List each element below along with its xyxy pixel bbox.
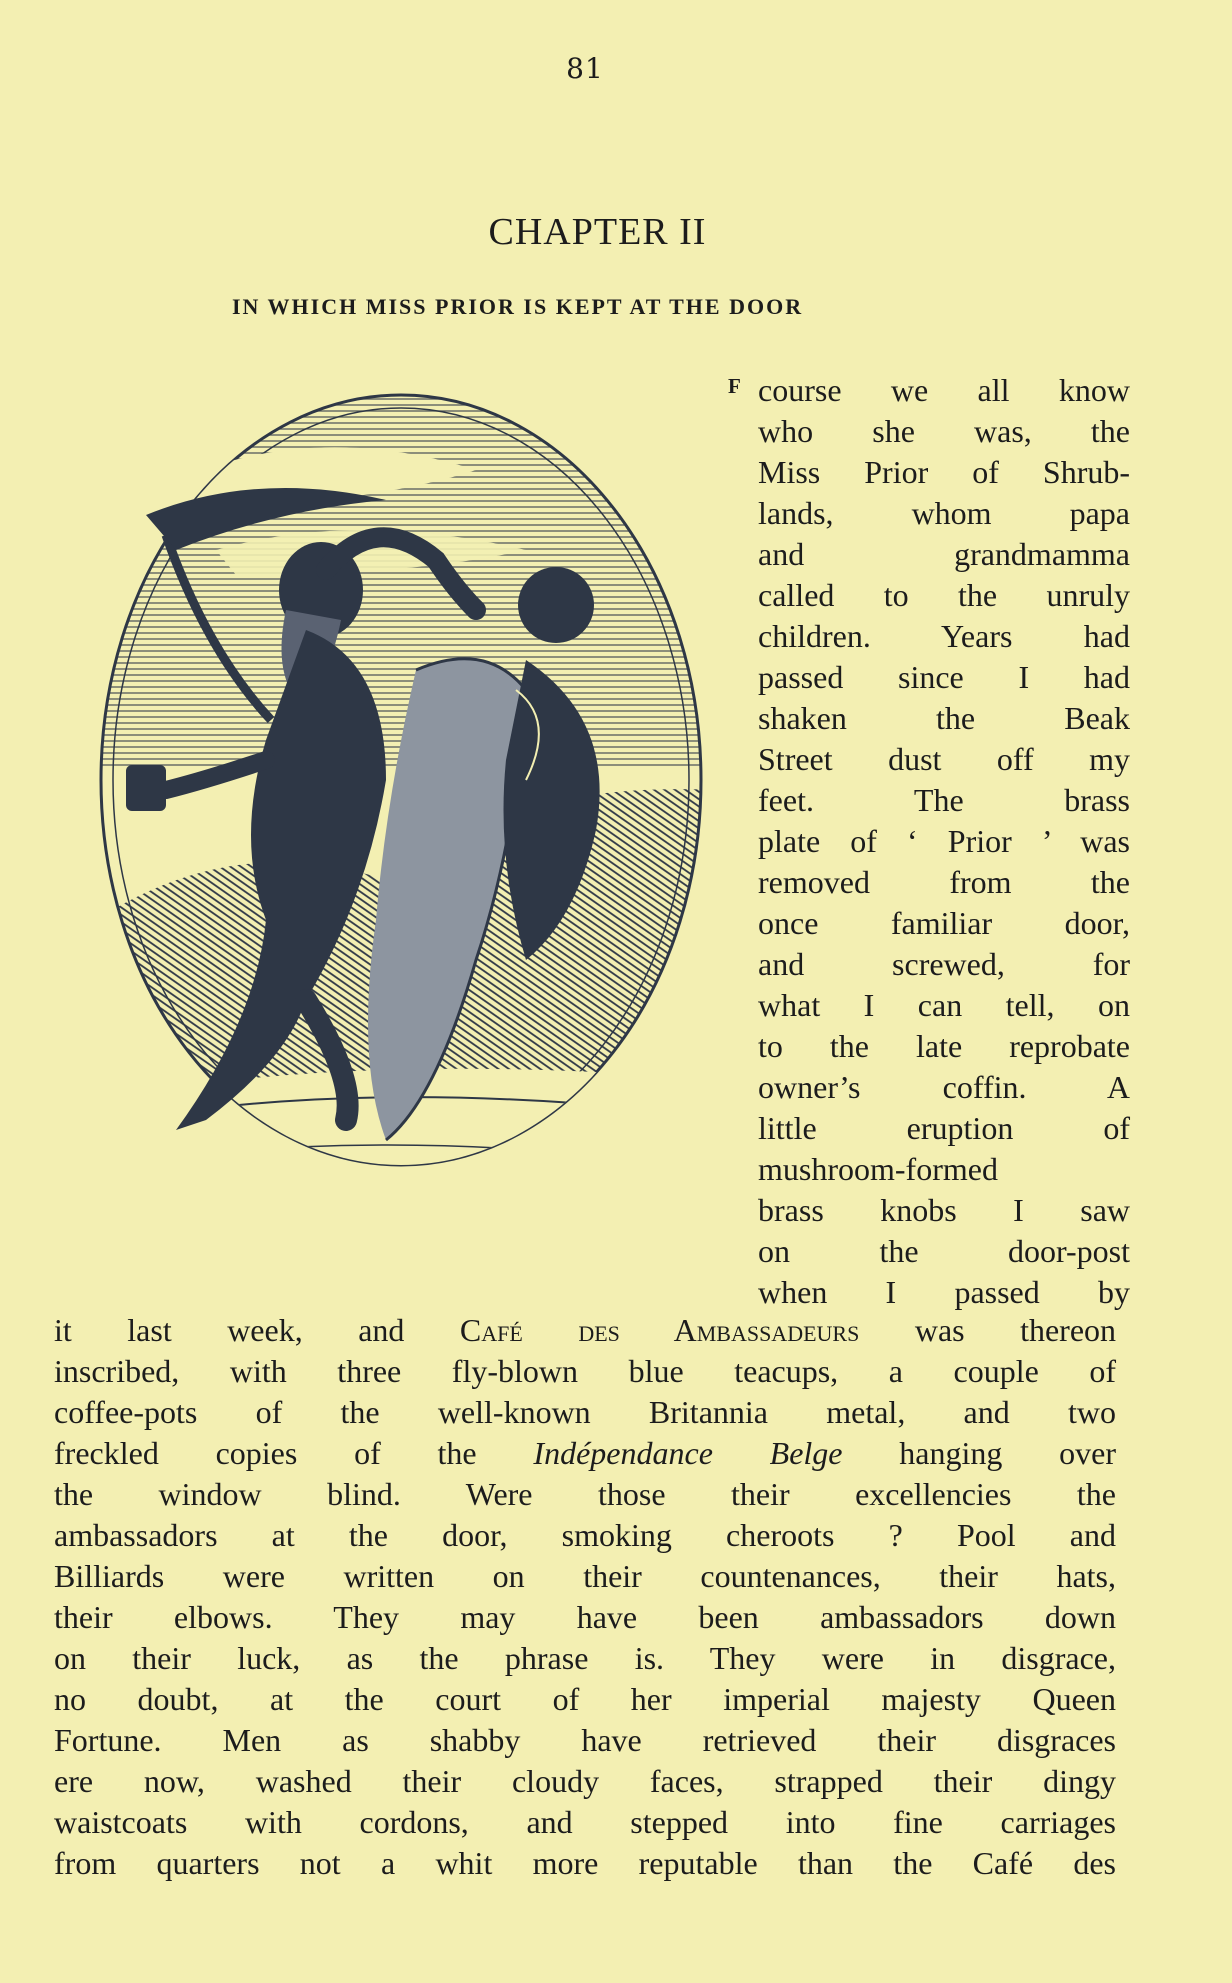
text-line: no doubt, at the court of her imperial majesty Queen <box>54 1681 1116 1717</box>
text-line: what I can tell, on <box>758 987 1130 1023</box>
text-line: Billiards were written on their countenances, their hats, <box>54 1558 1116 1594</box>
text-line <box>54 1433 1116 1473</box>
chapter-title: CHAPTER II <box>488 211 707 253</box>
text-line: on their luck, as the phrase is. They were in disgrace, <box>54 1640 1116 1676</box>
text-line: from quarters not a whit more reputable than the Café des <box>54 1845 1116 1881</box>
newspaper-title: Indépendance Belge <box>533 1435 843 1471</box>
text-line: coffee-pots of the well-known Britannia metal, and two <box>54 1394 1116 1430</box>
chapter-subtitle: IN WHICH MISS PRIOR IS KEPT AT THE DOOR <box>232 294 804 319</box>
text-line: once familiar door, <box>758 905 1130 941</box>
text-line: the window blind. Were those their excellencies the <box>54 1476 1116 1512</box>
text-line: plate of ‘ Prior ’ was <box>758 823 1130 859</box>
text-line: who she was, the <box>758 413 1130 449</box>
text-line: and screwed, for <box>758 946 1130 982</box>
text-line: their elbows. They may have been ambassadors down <box>54 1599 1116 1635</box>
engraving-icon <box>56 360 721 1260</box>
page-number: 81 <box>566 52 604 85</box>
text-span: was thereon <box>914 1312 1117 1348</box>
text-line: little eruption of <box>758 1110 1130 1146</box>
text-line: Miss Prior of Shrub- <box>758 454 1130 490</box>
text-line: Street dust off my <box>758 741 1130 777</box>
text-line: children. Years had <box>758 618 1130 654</box>
text-line: feet. The brass <box>758 782 1130 818</box>
text-line: Fortune. Men as shabby have retrieved their disgraces <box>54 1722 1116 1758</box>
text-line: lands, whom papa <box>758 495 1130 531</box>
chapter-illustration <box>56 360 721 1260</box>
drop-cap: F <box>728 374 741 398</box>
text-line: ere now, washed their cloudy faces, strapped their dingy <box>54 1763 1116 1799</box>
text-line: shaken the Beak <box>758 700 1130 736</box>
text-line: removed from the <box>758 864 1130 900</box>
text-span: it last week, and <box>54 1312 405 1348</box>
text-span: hanging over <box>899 1435 1117 1471</box>
text-line <box>54 1310 1116 1350</box>
text-line: course we all know <box>758 372 1130 408</box>
text-line: mushroom-formed <box>758 1151 998 1187</box>
text-span: freckled copies of the <box>54 1435 477 1471</box>
text-line: passed since I had <box>758 659 1130 695</box>
text-line: when I passed by <box>758 1274 1130 1310</box>
text-line: inscribed, with three fly-blown blue teacups, a couple of <box>54 1353 1116 1389</box>
text-line: and grandmamma <box>758 536 1130 572</box>
text-line: waistcoats with cordons, and stepped into fine carriages <box>54 1804 1116 1840</box>
text-line: brass knobs I saw <box>758 1192 1130 1228</box>
text-line: owner’s coffin. A <box>758 1069 1130 1105</box>
text-line: on the door-post <box>758 1233 1130 1269</box>
text-line: called to the unruly <box>758 577 1130 613</box>
text-line: to the late reprobate <box>758 1028 1130 1064</box>
text-line: ambassadors at the door, smoking cheroots ? Pool and <box>54 1517 1116 1553</box>
cafe-name: Café des Ambassadeurs <box>459 1312 860 1348</box>
